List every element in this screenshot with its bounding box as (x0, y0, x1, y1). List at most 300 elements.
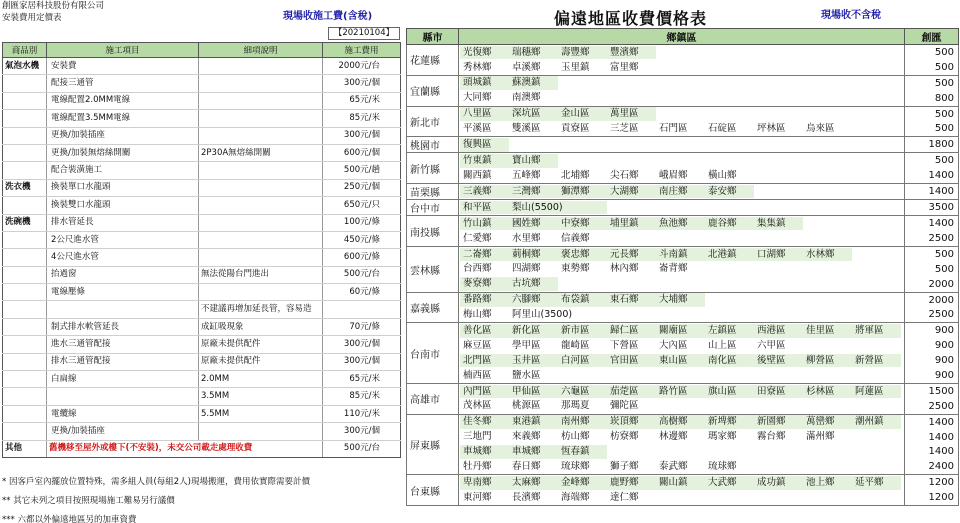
town-name: 田寮區 (754, 385, 803, 399)
note-cell: 3.5MM (199, 388, 323, 405)
town-name: 五峰鄉 (512, 169, 541, 181)
county-row (407, 475, 959, 506)
note-cell (199, 214, 323, 231)
category-cell (3, 75, 47, 92)
note-cell (199, 231, 323, 248)
town-name: 番路鄉 (460, 293, 509, 307)
price-cell: 500元/台 (323, 266, 401, 283)
county-row (407, 216, 959, 247)
town-name: 信義鄉 (561, 232, 590, 244)
fee-value: 1200 (928, 477, 954, 489)
fee-row (3, 353, 401, 370)
town-name: 梅山鄉 (463, 309, 492, 321)
fee-value: 1400 (928, 186, 954, 198)
town-name: 太麻鄉 (509, 476, 558, 490)
town-name: 新營區 (852, 354, 901, 368)
column-header: 縣市 (407, 29, 459, 45)
column-header: 創匯 (905, 29, 959, 45)
remote-area-fee-sheet (404, 0, 960, 523)
town-name: 埔里鎮 (607, 217, 656, 231)
town-name: 平溪區 (463, 123, 492, 135)
item-cell: 更換/加裝無熔絲開關 (47, 144, 199, 161)
town-name: 褒忠鄉 (558, 248, 607, 262)
price-cell: 70元/條 (323, 318, 401, 335)
town-name: 鹽水區 (512, 369, 541, 381)
county-name: 嘉義縣 (407, 292, 459, 323)
town-name: 深坑區 (509, 107, 558, 121)
item-cell (47, 388, 199, 405)
town-name: 關廟區 (656, 324, 705, 338)
town-name: 高樹鄉 (656, 415, 705, 429)
fee-value: 900 (934, 325, 954, 337)
fee-cell (905, 383, 959, 414)
town-name: 成功鎮 (754, 476, 803, 490)
fee-row (3, 92, 401, 109)
town-name: 彌陀區 (610, 400, 639, 412)
town-name: 桃源區 (512, 400, 541, 412)
category-cell (3, 388, 47, 405)
town-name: 車城鄉 (460, 445, 509, 459)
note-cell (199, 162, 323, 179)
town-name: 北埔鄉 (561, 169, 590, 181)
fee-row (3, 58, 401, 75)
county-name: 宜蘭縣 (407, 75, 459, 106)
town-name: 壽豐鄉 (558, 46, 607, 60)
category-cell (3, 162, 47, 179)
item-cell: 抬過窗 (47, 266, 199, 283)
town-name: 元長鄉 (607, 248, 656, 262)
towns-cell (459, 106, 905, 137)
note-cell (199, 127, 323, 144)
item-cell: 換裝雙口水龍頭 (47, 197, 199, 214)
footnote: ** 其它未列之項目按照現場施工難易另行議價 (2, 496, 175, 506)
fee-value: 1400 (928, 170, 954, 182)
item-cell: 制式排水軟管延長 (47, 318, 199, 335)
column-header: 施工費用 (323, 43, 401, 58)
fee-row (3, 249, 401, 266)
item-cell: 排水管延長 (47, 214, 199, 231)
town-name: 大湖鄉 (607, 185, 656, 199)
towns-cell (459, 246, 905, 292)
town-name: 口湖鄉 (754, 248, 803, 262)
column-header: 商品別 (3, 43, 47, 58)
town-line (460, 444, 904, 459)
town-line (460, 415, 904, 430)
note-cell (199, 249, 323, 266)
version-code: 【20210104】 (328, 27, 400, 40)
fee-value: 2500 (928, 400, 954, 412)
town-name: 金峰鄉 (558, 476, 607, 490)
towns-cell (459, 414, 905, 475)
fee-value: 3500 (928, 202, 954, 214)
town-name: 三地門 (463, 431, 492, 443)
town-line (460, 76, 904, 91)
town-name: 佳里區 (803, 324, 852, 338)
town-name: 萬巒鄉 (803, 415, 852, 429)
town-name: 麻豆區 (463, 339, 492, 351)
price-cell: 250元/個 (323, 179, 401, 196)
fee-cell (905, 200, 959, 216)
town-name: 玉井區 (509, 354, 558, 368)
county-row (407, 153, 959, 184)
town-name: 柳營區 (803, 354, 852, 368)
town-name: 麥寮鄉 (460, 277, 509, 291)
fee-row (3, 231, 401, 248)
fee-value: 1400 (928, 416, 954, 428)
town-name: 大武鄉 (705, 476, 754, 490)
fee-row (3, 318, 401, 335)
category-cell (3, 144, 47, 161)
town-name: 鹿谷鄉 (705, 217, 754, 231)
footnote: *** 六都以外偏遠地區另的加車資費 (2, 515, 137, 523)
town-name: 茄萣區 (607, 385, 656, 399)
town-name: 竹山鎮 (460, 217, 509, 231)
item-cell (47, 301, 199, 318)
footnote: * 因客戶室內擺放位置特殊，需多組人員(每組2人)現場搬運，費用依實際需要計價 (2, 477, 310, 487)
town-name: 三灣鄉 (509, 185, 558, 199)
price-cell: 300元/個 (323, 75, 401, 92)
price-cell: 600元/條 (323, 249, 401, 266)
town-line (460, 91, 904, 106)
town-name: 梨山(5500) (509, 201, 607, 215)
town-name: 卑南鄉 (460, 476, 509, 490)
fee-row (3, 144, 401, 161)
fee-row (3, 371, 401, 388)
price-cell: 60元/條 (323, 284, 401, 301)
fee-value: 800 (934, 92, 954, 104)
fee-value: 2500 (928, 232, 954, 244)
note-cell: 2.0MM (199, 371, 323, 388)
category-cell (3, 301, 47, 318)
item-cell: 進水三通管配接 (47, 336, 199, 353)
town-name: 歸仁區 (607, 324, 656, 338)
fee-cell (905, 45, 959, 76)
county-name: 南投縣 (407, 216, 459, 247)
town-name: 枋寮鄉 (610, 431, 639, 443)
category-cell (3, 336, 47, 353)
fee-row (3, 336, 401, 353)
note-cell (199, 179, 323, 196)
towns-cell (459, 292, 905, 323)
county-row (407, 75, 959, 106)
fee-value: 1200 (928, 492, 954, 504)
town-line (460, 307, 904, 322)
category-cell (3, 127, 47, 144)
note-cell: 2P30A無熔絲開關 (199, 144, 323, 161)
town-line (460, 399, 904, 414)
county-name: 新竹縣 (407, 153, 459, 184)
category-cell: 其他 (3, 440, 47, 457)
category-cell (3, 405, 47, 422)
fee-value: 2500 (928, 309, 954, 321)
item-cell: 電線配置2.0MM電線 (47, 92, 199, 109)
town-name: 東勢鄉 (561, 263, 590, 275)
fee-value: 1400 (928, 218, 954, 230)
town-name: 橫山鄉 (708, 169, 737, 181)
county-name: 高雄市 (407, 383, 459, 414)
county-name: 台南市 (407, 323, 459, 384)
town-name: 北港鎮 (705, 248, 754, 262)
fee-row (3, 214, 401, 231)
county-row (407, 45, 959, 76)
note-cell (199, 75, 323, 92)
town-name: 新埤鄉 (705, 415, 754, 429)
category-cell (3, 353, 47, 370)
town-name: 三義鄉 (460, 185, 509, 199)
price-cell: 450元/條 (323, 231, 401, 248)
note-cell (199, 58, 323, 75)
town-name: 獅潭鄉 (558, 185, 607, 199)
town-name: 東山區 (656, 354, 705, 368)
item-cell: 4公尺進水管 (47, 249, 199, 266)
town-name: 集集鎮 (754, 217, 803, 231)
fee-value: 1800 (928, 139, 954, 151)
column-header: 施工項目 (47, 43, 199, 58)
town-name: 旗山區 (705, 385, 754, 399)
fee-value: 900 (934, 355, 954, 367)
town-line (460, 168, 904, 183)
town-name: 台西鄉 (463, 263, 492, 275)
category-cell (3, 110, 47, 127)
towns-cell (459, 383, 905, 414)
town-name: 新化區 (509, 324, 558, 338)
town-name: 南庄鄉 (656, 185, 705, 199)
town-name: 寶山鄉 (509, 154, 558, 168)
sheet-subtitle: 安裝費用定價表 (2, 13, 62, 23)
town-name: 古坑鄉 (509, 277, 558, 291)
towns-cell (459, 45, 905, 76)
town-name: 新市區 (558, 324, 607, 338)
town-name: 玉里鎮 (561, 61, 590, 73)
town-line (460, 216, 904, 231)
town-name: 那瑪夏 (561, 400, 590, 412)
town-name: 關西鎮 (463, 169, 492, 181)
category-cell (3, 249, 47, 266)
town-name: 光復鄉 (460, 46, 509, 60)
town-name: 頭城鎮 (460, 76, 509, 90)
towns-cell (459, 75, 905, 106)
town-name: 雙溪區 (512, 123, 541, 135)
note-cell (199, 284, 323, 301)
town-line (460, 153, 904, 168)
town-name: 大埔鄉 (656, 293, 705, 307)
fee-row (3, 162, 401, 179)
town-name: 官田區 (607, 354, 656, 368)
town-name: 北門區 (460, 354, 509, 368)
towns-cell (459, 153, 905, 184)
note-cell (199, 110, 323, 127)
item-cell: 電纜線 (47, 405, 199, 422)
town-name: 仁愛鄉 (463, 232, 492, 244)
town-name: 峨眉鄉 (659, 169, 688, 181)
fee-cell (905, 323, 959, 384)
fee-cell (905, 75, 959, 106)
item-cell: 更換/加裝插座 (47, 127, 199, 144)
town-name: 南澳鄉 (512, 92, 541, 104)
town-name: 善化區 (460, 324, 509, 338)
fee-cell (905, 184, 959, 200)
town-name: 延平鄉 (852, 476, 901, 490)
column-header: 細項說明 (199, 43, 323, 58)
town-name: 茂林區 (463, 400, 492, 412)
fee-cell (905, 153, 959, 184)
town-name: 學甲區 (512, 339, 541, 351)
town-name: 南化區 (705, 354, 754, 368)
town-name: 池上鄉 (803, 476, 852, 490)
county-row (407, 383, 959, 414)
town-name: 豐濱鄉 (607, 46, 656, 60)
fee-row (3, 127, 401, 144)
town-line (460, 45, 904, 60)
price-cell: 85元/米 (323, 388, 401, 405)
remote-area-fee-table (406, 28, 959, 506)
town-line (460, 353, 904, 368)
town-name: 甲仙區 (509, 385, 558, 399)
town-line (460, 368, 904, 383)
company-name: 創匯家居科技股份有限公司 (2, 1, 105, 11)
county-name: 苗栗縣 (407, 184, 459, 200)
town-name: 布袋鎮 (558, 293, 607, 307)
town-name: 春日鄉 (512, 461, 541, 473)
town-name: 東港鎮 (509, 415, 558, 429)
town-name: 來義鄉 (512, 431, 541, 443)
price-cell: 2000元/台 (323, 58, 401, 75)
fee-value: 500 (934, 155, 954, 167)
town-line (460, 384, 904, 399)
fee-value: 1400 (928, 446, 954, 458)
town-name: 東河鄉 (463, 491, 492, 503)
installation-fee-sheet (0, 0, 402, 523)
town-line (460, 293, 904, 308)
town-name: 國姓鄉 (509, 217, 558, 231)
category-cell (3, 197, 47, 214)
note-cell: 5.5MM (199, 405, 323, 422)
item-cell: 排水三通管配接 (47, 353, 199, 370)
towns-cell (459, 475, 905, 506)
town-name: 車城鄉 (509, 445, 558, 459)
town-line (460, 121, 904, 136)
town-name: 琉球鄉 (708, 461, 737, 473)
fee-row (3, 405, 401, 422)
price-cell: 85元/米 (323, 110, 401, 127)
town-line (460, 60, 904, 75)
fee-row (3, 75, 401, 92)
county-row (407, 137, 959, 153)
town-name: 西港區 (754, 324, 803, 338)
town-name: 阿里山(3500) (512, 309, 573, 321)
footnotes (2, 473, 310, 523)
town-name: 貢寮區 (561, 123, 590, 135)
town-name: 大同鄉 (463, 92, 492, 104)
town-name: 泰安鄉 (705, 185, 754, 199)
town-name: 瑞穗鄉 (509, 46, 558, 60)
town-name: 水林鄉 (803, 248, 852, 262)
town-name: 將軍區 (852, 324, 901, 338)
town-name: 大內區 (659, 339, 688, 351)
fee-value: 500 (934, 46, 954, 58)
fee-value: 900 (934, 369, 954, 381)
town-name: 蘇澳鎮 (509, 76, 558, 90)
town-name: 路竹區 (656, 385, 705, 399)
item-cell: 舊機移至屋外或樓下(不安裝)，未交公司載走處理收費 (47, 440, 323, 457)
item-cell: 電線配置3.5MM電線 (47, 110, 199, 127)
item-cell: 2公尺進水管 (47, 231, 199, 248)
town-line (460, 323, 904, 338)
county-name: 新北市 (407, 106, 459, 137)
town-name: 下營區 (610, 339, 639, 351)
fee-value: 500 (934, 248, 954, 260)
town-name: 秀林鄉 (463, 61, 492, 73)
town-name: 金山區 (558, 107, 607, 121)
town-line (460, 247, 904, 262)
town-name: 霧台鄉 (757, 431, 786, 443)
towns-cell (459, 184, 905, 200)
fee-cell (905, 137, 959, 153)
item-cell: 配接三通管 (47, 75, 199, 92)
fee-cell (905, 475, 959, 506)
price-cell: 500元/台 (323, 440, 401, 457)
price-cell: 110元/米 (323, 405, 401, 422)
fee-cell (905, 414, 959, 475)
fee-row (3, 197, 401, 214)
towns-cell (459, 137, 905, 153)
item-cell: 更換/加裝插座 (47, 423, 199, 440)
county-row (407, 106, 959, 137)
fee-row (3, 440, 401, 457)
town-name: 水里鄉 (512, 232, 541, 244)
town-name: 卓溪鄉 (512, 61, 541, 73)
town-name: 石碇區 (708, 123, 737, 135)
fee-cell (905, 246, 959, 292)
town-name: 八里區 (460, 107, 509, 121)
town-name: 東石鄉 (607, 293, 656, 307)
fee-value: 1400 (928, 431, 954, 443)
town-line (460, 184, 904, 199)
county-name: 台東縣 (407, 475, 459, 506)
fee-row (3, 266, 401, 283)
note-cell: 原廠未提供配件 (199, 353, 323, 370)
town-name: 魚池鄉 (656, 217, 705, 231)
town-name: 烏來區 (806, 123, 835, 135)
category-cell (3, 92, 47, 109)
town-name: 內門區 (460, 385, 509, 399)
town-name: 三芝區 (610, 123, 639, 135)
category-cell: 洗衣機 (3, 179, 47, 196)
price-cell: 100元/條 (323, 214, 401, 231)
town-line (460, 430, 904, 445)
town-name: 楠西區 (463, 369, 492, 381)
price-cell: 500元/趟 (323, 162, 401, 179)
note-cell: 無法從陽台門進出 (199, 266, 323, 283)
town-line (460, 490, 904, 505)
fee-value: 500 (934, 123, 954, 135)
town-line (460, 137, 904, 152)
town-line (460, 459, 904, 474)
category-cell (3, 231, 47, 248)
item-cell: 白扁線 (47, 371, 199, 388)
town-name: 白河區 (558, 354, 607, 368)
county-name: 花蓮縣 (407, 45, 459, 76)
town-name: 佳冬鄉 (460, 415, 509, 429)
town-name: 杉林區 (803, 385, 852, 399)
town-name: 阿蓮區 (852, 385, 901, 399)
town-name: 六甲區 (757, 339, 786, 351)
county-name: 台中市 (407, 200, 459, 216)
town-name: 左鎮區 (705, 324, 754, 338)
town-name: 牡丹鄉 (463, 461, 492, 473)
fee-row (3, 423, 401, 440)
item-cell: 安裝費 (47, 58, 199, 75)
